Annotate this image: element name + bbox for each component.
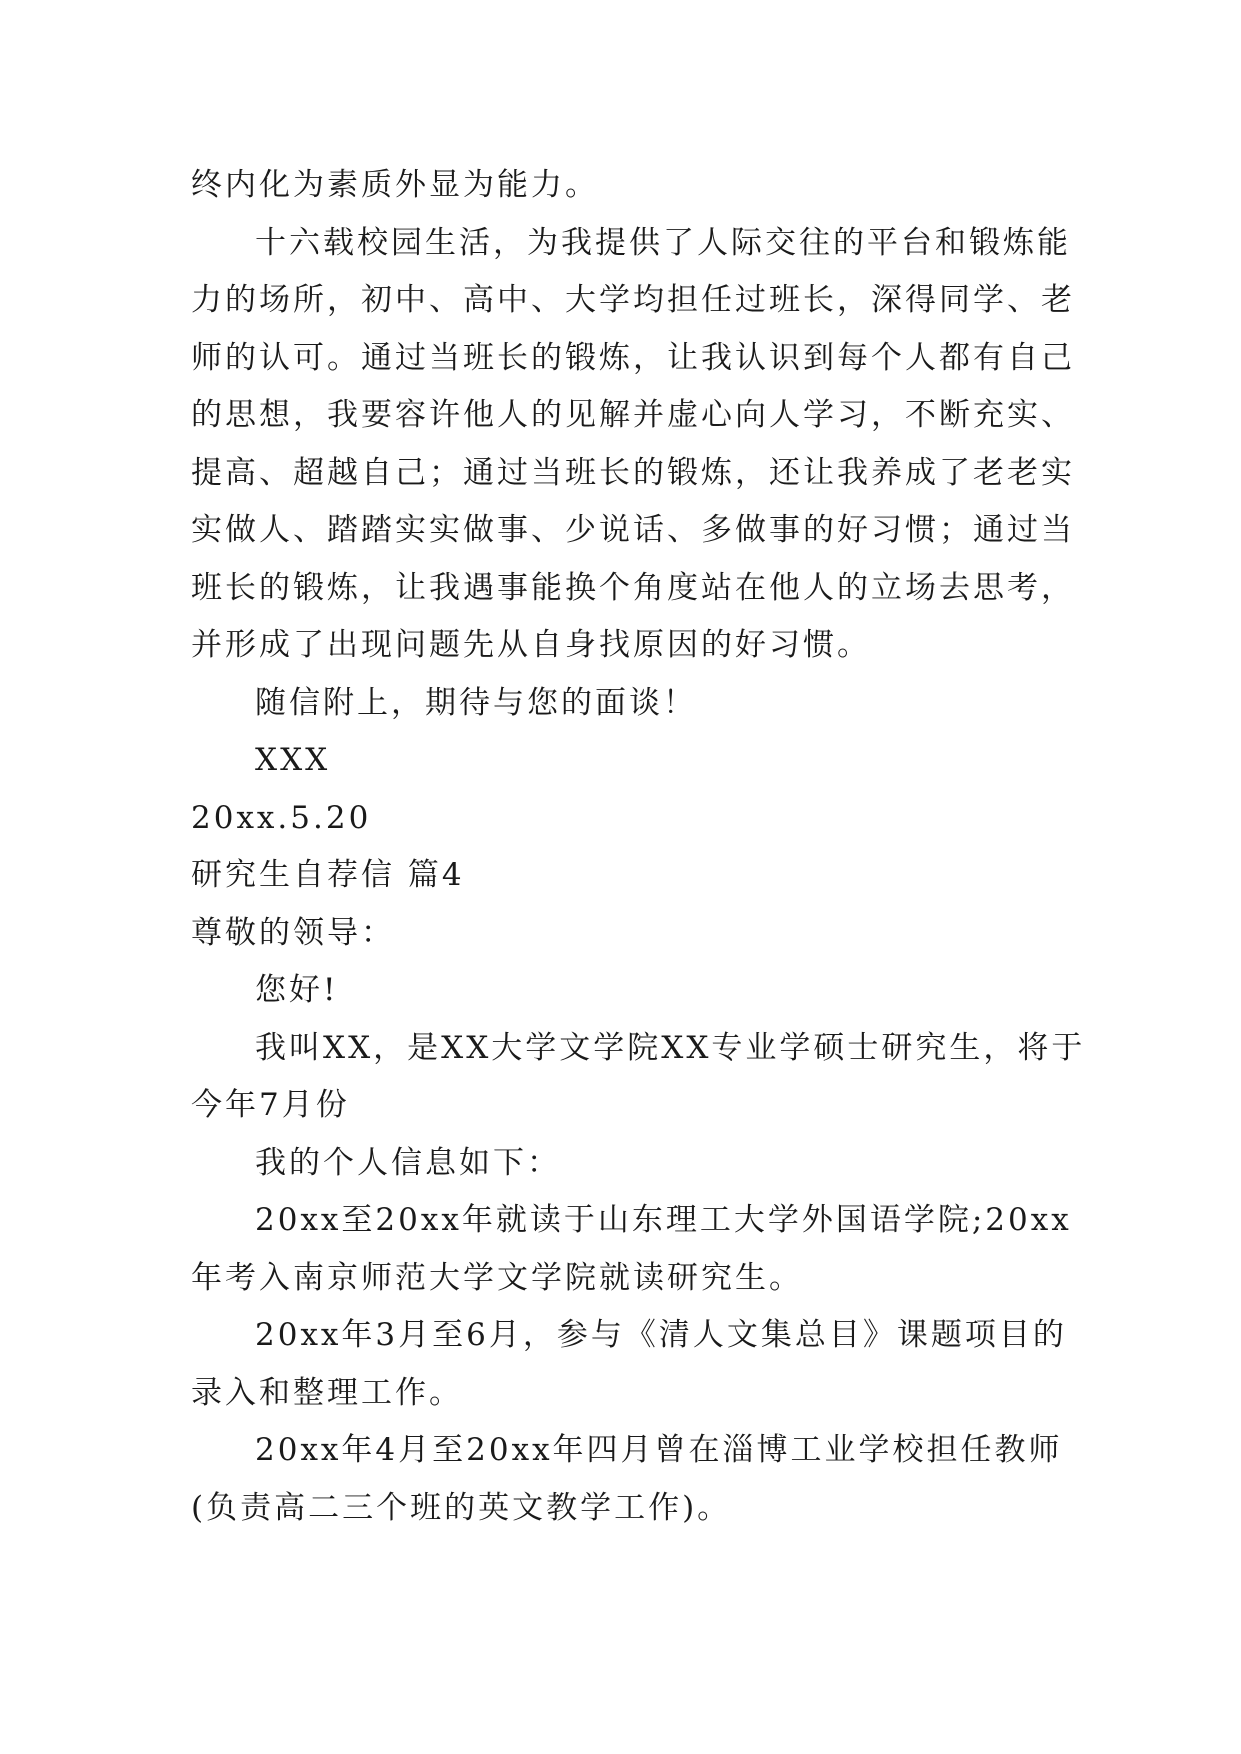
closing-line: 随信附上，期待与您的面谈！ xyxy=(255,684,697,721)
paragraph-line: 20xx年3月至6月，参与《清人文集总目》课题项目的 xyxy=(255,1317,1067,1353)
paragraph-line: 终内化为素质外显为能力。 xyxy=(191,167,599,203)
paragraph-line: 实做人、踏踏实实做事、少说话、多做事的好习惯；通过当 xyxy=(191,512,1075,548)
paragraph-line: 的思想，我要容许他人的见解并虚心向人学习，不断充实、 xyxy=(191,397,1075,433)
section-title: 研究生自荐信 篇4 xyxy=(191,857,465,893)
paragraph-line: 师的认可。通过当班长的锻炼，让我认识到每个人都有自己 xyxy=(191,339,1075,376)
paragraph-line: 20xx年4月至20xx年四月曾在淄博工业学校担任教师 xyxy=(255,1432,1063,1468)
paragraph-line: 并形成了出现问题先从自身找原因的好习惯。 xyxy=(191,627,871,663)
paragraph-line: 20xx至20xx年就读于山东理工大学外国语学院;20xx xyxy=(255,1202,1072,1238)
salutation: 尊敬的领导： xyxy=(191,914,395,951)
signature-name: XXX xyxy=(255,742,331,778)
paragraph-line: 我叫XX，是XX大学文学院XX专业学硕士研究生，将于 xyxy=(255,1029,1086,1066)
paragraph-line: 今年7月份 xyxy=(191,1087,350,1123)
paragraph-line: 录入和整理工作。 xyxy=(191,1374,463,1411)
signature-date: 20xx.5.20 xyxy=(191,799,372,836)
paragraph-line: 力的场所，初中、高中、大学均担任过班长，深得同学、老 xyxy=(191,282,1075,318)
paragraph-line: 年考入南京师范大学文学院就读研究生。 xyxy=(191,1259,803,1296)
paragraph-line: 班长的锻炼，让我遇事能换个角度站在他人的立场去思考， xyxy=(191,569,1075,606)
paragraph-line: 提高、超越自己；通过当班长的锻炼，还让我养成了老老实 xyxy=(191,454,1075,491)
greeting: 您好! xyxy=(255,972,339,1008)
document-body xyxy=(191,157,1086,1537)
paragraph-line: 我的个人信息如下： xyxy=(255,1144,561,1181)
paragraph-line: (负责高二三个班的英文教学工作)。 xyxy=(191,1489,732,1526)
paragraph-line: 十六载校园生活，为我提供了人际交往的平台和锻炼能 xyxy=(255,224,1071,261)
